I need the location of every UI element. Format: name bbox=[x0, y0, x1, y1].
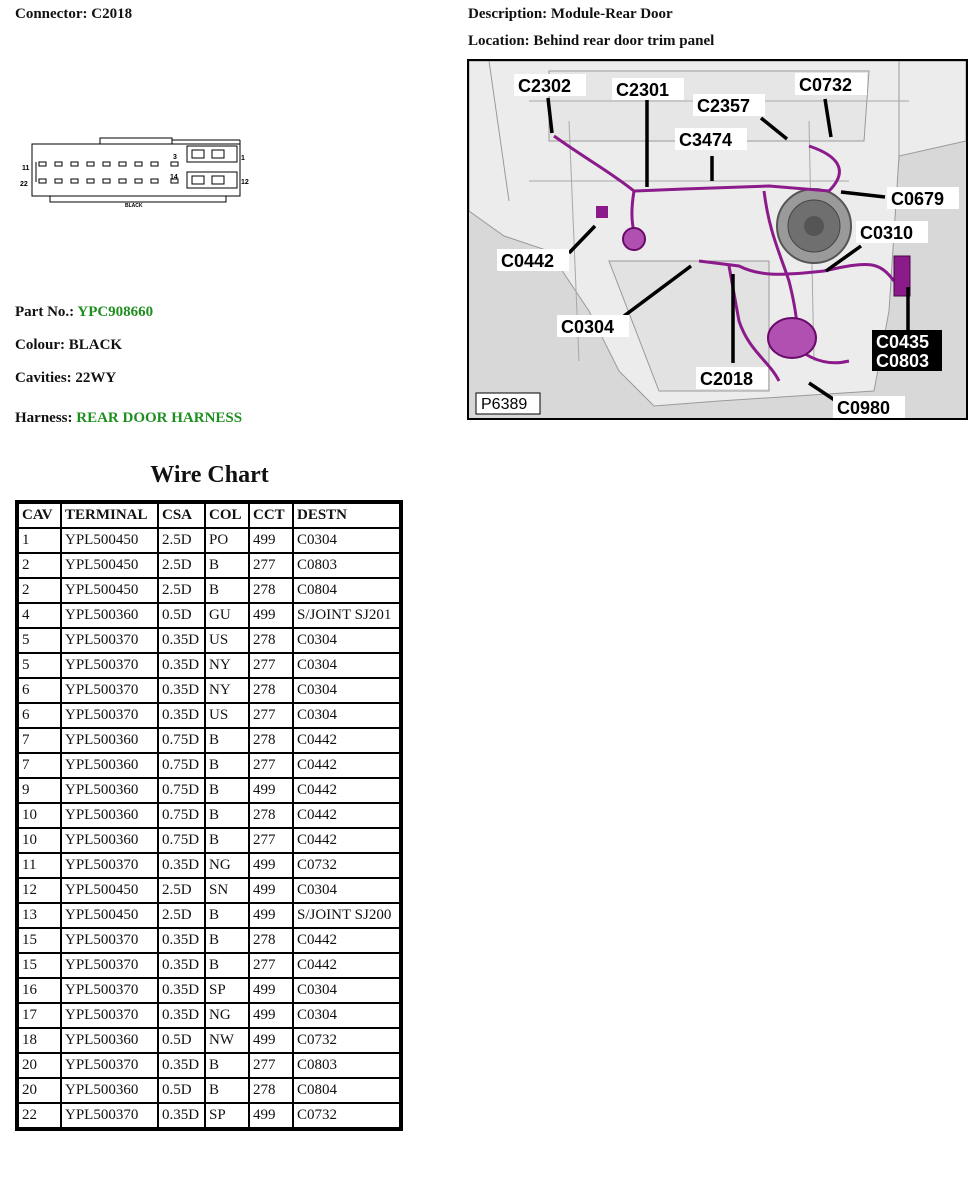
table-cell: PO bbox=[206, 529, 248, 552]
table-cell: B bbox=[206, 779, 248, 802]
connector-pins bbox=[39, 162, 178, 183]
table-cell: C0804 bbox=[294, 1079, 399, 1102]
table-cell: 0.5D bbox=[159, 604, 204, 627]
table-cell: 6 bbox=[19, 679, 60, 702]
table-cell: 278 bbox=[250, 804, 292, 827]
table-cell: 499 bbox=[250, 529, 292, 552]
table-cell: 499 bbox=[250, 604, 292, 627]
table-cell: YPL500450 bbox=[62, 904, 157, 927]
table-cell: C0304 bbox=[294, 679, 399, 702]
table-cell: 20 bbox=[19, 1054, 60, 1077]
table-row bbox=[19, 579, 399, 602]
callout-c2302: C2302 bbox=[518, 76, 572, 96]
connector-colour-caption: BLACK bbox=[125, 203, 143, 209]
table-cell: C0304 bbox=[294, 629, 399, 652]
table-cell: C0803 bbox=[294, 1054, 399, 1077]
cavities-label: Cavities: bbox=[15, 370, 72, 386]
table-cell: 278 bbox=[250, 679, 292, 702]
table-cell: B bbox=[206, 804, 248, 827]
callout-c2301: C2301 bbox=[616, 80, 670, 100]
table-cell: 277 bbox=[250, 1054, 292, 1077]
pin-label: 1 bbox=[241, 155, 245, 162]
table-cell: C0442 bbox=[294, 829, 399, 852]
table-row bbox=[19, 879, 399, 902]
table-header-row bbox=[19, 504, 399, 527]
table-cell: C0304 bbox=[294, 979, 399, 1002]
colour-value: BLACK bbox=[68, 337, 123, 353]
table-cell: YPL500450 bbox=[62, 879, 157, 902]
table-cell: YPL500360 bbox=[62, 1079, 157, 1102]
table-cell: 278 bbox=[250, 929, 292, 952]
table-cell: YPL500360 bbox=[62, 804, 157, 827]
column-header: CSA bbox=[159, 504, 204, 527]
table-cell: 2.5D bbox=[159, 554, 204, 577]
table-cell: B bbox=[206, 929, 248, 952]
table-cell: C0304 bbox=[294, 1004, 399, 1027]
table-cell: 17 bbox=[19, 1004, 60, 1027]
harness-link[interactable]: REAR DOOR HARNESS bbox=[76, 410, 243, 426]
column-header: CCT bbox=[250, 504, 292, 527]
table-cell: C0304 bbox=[294, 654, 399, 677]
table-cell: B bbox=[206, 1054, 248, 1077]
table-row bbox=[19, 779, 399, 802]
description-value: Module-Rear Door bbox=[550, 6, 673, 22]
description-label: Description: bbox=[468, 6, 548, 22]
table-cell: GU bbox=[206, 604, 248, 627]
callout-c3474: C3474 bbox=[679, 130, 733, 150]
table-cell: 16 bbox=[19, 979, 60, 1002]
table-row bbox=[19, 629, 399, 652]
table-cell: YPL500450 bbox=[62, 579, 157, 602]
table-cell: 278 bbox=[250, 579, 292, 602]
table-row bbox=[19, 829, 399, 852]
table-cell: 13 bbox=[19, 904, 60, 927]
pin-label: 12 bbox=[241, 179, 249, 186]
callout-c0435: C0435 bbox=[876, 332, 930, 352]
table-row bbox=[19, 979, 399, 1002]
table-cell: YPL500370 bbox=[62, 704, 157, 727]
table-cell: YPL500360 bbox=[62, 829, 157, 852]
table-cell: YPL500370 bbox=[62, 854, 157, 877]
connector-label: Connector: bbox=[15, 6, 88, 22]
colour-label: Colour: bbox=[15, 337, 65, 353]
table-cell: 0.75D bbox=[159, 804, 204, 827]
table-cell: 278 bbox=[250, 729, 292, 752]
table-cell: SP bbox=[206, 1104, 248, 1127]
table-cell: 2.5D bbox=[159, 579, 204, 602]
table-row bbox=[19, 604, 399, 627]
table-cell: YPL500370 bbox=[62, 979, 157, 1002]
callout-c0803: C0803 bbox=[876, 351, 930, 371]
table-cell: C0442 bbox=[294, 754, 399, 777]
table-cell: YPL500360 bbox=[62, 729, 157, 752]
table-cell: C0732 bbox=[294, 1029, 399, 1052]
table-cell: C0804 bbox=[294, 579, 399, 602]
part-number-line bbox=[15, 304, 153, 321]
table-cell: 0.75D bbox=[159, 729, 204, 752]
table-cell: B bbox=[206, 1079, 248, 1102]
table-cell: YPL500450 bbox=[62, 554, 157, 577]
table-cell: 0.75D bbox=[159, 779, 204, 802]
table-cell: YPL500370 bbox=[62, 1004, 157, 1027]
table-cell: 7 bbox=[19, 729, 60, 752]
column-header: DESTN bbox=[294, 504, 399, 527]
colour-line bbox=[15, 337, 122, 354]
table-cell: YPL500360 bbox=[62, 604, 157, 627]
connector-face-drawing bbox=[15, 132, 255, 212]
callout-c2357: C2357 bbox=[697, 96, 751, 116]
table-cell: 277 bbox=[250, 704, 292, 727]
table-cell: YPL500370 bbox=[62, 629, 157, 652]
harness-line bbox=[15, 410, 242, 427]
wire-chart-table bbox=[15, 500, 403, 1131]
table-row bbox=[19, 1004, 399, 1027]
table-cell: 277 bbox=[250, 829, 292, 852]
table-cell: C0442 bbox=[294, 929, 399, 952]
table-cell: 0.35D bbox=[159, 929, 204, 952]
column-header: CAV bbox=[19, 504, 60, 527]
table-cell: 499 bbox=[250, 1004, 292, 1027]
table-row bbox=[19, 804, 399, 827]
table-cell: 499 bbox=[250, 854, 292, 877]
table-cell: B bbox=[206, 579, 248, 602]
table-cell: US bbox=[206, 629, 248, 652]
table-cell: 0.35D bbox=[159, 854, 204, 877]
table-cell: NG bbox=[206, 854, 248, 877]
table-cell: C0304 bbox=[294, 704, 399, 727]
part-number-label: Part No.: bbox=[15, 304, 75, 320]
table-cell: 2 bbox=[19, 579, 60, 602]
table-cell: C0304 bbox=[294, 879, 399, 902]
location-diagram bbox=[467, 59, 968, 420]
table-cell: 0.5D bbox=[159, 1029, 204, 1052]
table-cell: 15 bbox=[19, 929, 60, 952]
description-heading bbox=[468, 6, 673, 23]
callout-c0304: C0304 bbox=[561, 317, 615, 337]
table-cell: 2.5D bbox=[159, 879, 204, 902]
table-cell: 2.5D bbox=[159, 904, 204, 927]
table-cell: NW bbox=[206, 1029, 248, 1052]
table-cell: NG bbox=[206, 1004, 248, 1027]
callout-c0980: C0980 bbox=[837, 398, 891, 418]
table-cell: S/JOINT SJ201 bbox=[294, 604, 399, 627]
table-cell: 499 bbox=[250, 904, 292, 927]
table-row bbox=[19, 1029, 399, 1052]
table-cell: 0.75D bbox=[159, 829, 204, 852]
table-cell: 499 bbox=[250, 1029, 292, 1052]
wire-chart-title: Wire Chart bbox=[150, 462, 269, 488]
table-cell: C0442 bbox=[294, 804, 399, 827]
table-cell: C0732 bbox=[294, 854, 399, 877]
table-cell: 5 bbox=[19, 654, 60, 677]
table-cell: 2.5D bbox=[159, 529, 204, 552]
pin-label: 11 bbox=[22, 165, 30, 172]
table-cell: 0.75D bbox=[159, 754, 204, 777]
table-cell: C0803 bbox=[294, 554, 399, 577]
table-cell: SP bbox=[206, 979, 248, 1002]
table-cell: 12 bbox=[19, 879, 60, 902]
table-row bbox=[19, 854, 399, 877]
table-cell: 0.35D bbox=[159, 979, 204, 1002]
table-cell: 1 bbox=[19, 529, 60, 552]
table-cell: 7 bbox=[19, 754, 60, 777]
callout-c0732: C0732 bbox=[799, 75, 853, 95]
table-cell: C0304 bbox=[294, 529, 399, 552]
table-cell: 0.35D bbox=[159, 1004, 204, 1027]
pin-label: 3 bbox=[173, 154, 177, 161]
table-row bbox=[19, 679, 399, 702]
table-cell: 5 bbox=[19, 629, 60, 652]
location-heading bbox=[468, 33, 714, 50]
table-row bbox=[19, 704, 399, 727]
table-cell: YPL500370 bbox=[62, 679, 157, 702]
table-cell: YPL500370 bbox=[62, 1104, 157, 1127]
table-cell: NY bbox=[206, 654, 248, 677]
connector-latch bbox=[100, 138, 172, 144]
table-cell: 0.5D bbox=[159, 1079, 204, 1102]
table-cell: 278 bbox=[250, 1079, 292, 1102]
column-header: TERMINAL bbox=[62, 504, 157, 527]
table-cell: 499 bbox=[250, 979, 292, 1002]
table-cell: 277 bbox=[250, 554, 292, 577]
table-row bbox=[19, 904, 399, 927]
table-cell: B bbox=[206, 954, 248, 977]
table-cell: 0.35D bbox=[159, 629, 204, 652]
table-cell: 0.35D bbox=[159, 679, 204, 702]
table-cell: S/JOINT SJ200 bbox=[294, 904, 399, 927]
table-cell: 11 bbox=[19, 854, 60, 877]
table-cell: 6 bbox=[19, 704, 60, 727]
table-row bbox=[19, 1054, 399, 1077]
table-cell: 4 bbox=[19, 604, 60, 627]
table-cell: 10 bbox=[19, 804, 60, 827]
harness-label: Harness: bbox=[15, 410, 73, 426]
cavities-line bbox=[15, 370, 116, 387]
table-row bbox=[19, 729, 399, 752]
table-cell: 10 bbox=[19, 829, 60, 852]
pin-label: 14 bbox=[170, 174, 178, 181]
table-cell: YPL500360 bbox=[62, 1029, 157, 1052]
pin-label: 22 bbox=[20, 181, 28, 188]
table-cell: 0.35D bbox=[159, 654, 204, 677]
table-cell: 0.35D bbox=[159, 954, 204, 977]
table-row bbox=[19, 654, 399, 677]
table-row bbox=[19, 754, 399, 777]
callout-c0679: C0679 bbox=[891, 189, 945, 209]
table-cell: YPL500360 bbox=[62, 779, 157, 802]
table-cell: 18 bbox=[19, 1029, 60, 1052]
connector-heading bbox=[15, 6, 132, 23]
table-cell: 15 bbox=[19, 954, 60, 977]
table-row bbox=[19, 929, 399, 952]
table-cell: 277 bbox=[250, 954, 292, 977]
table-cell: 0.35D bbox=[159, 1104, 204, 1127]
table-cell: 277 bbox=[250, 654, 292, 677]
table-cell: YPL500360 bbox=[62, 754, 157, 777]
table-cell: 9 bbox=[19, 779, 60, 802]
table-cell: C0732 bbox=[294, 1104, 399, 1127]
table-cell: B bbox=[206, 904, 248, 927]
location-label: Location: bbox=[468, 33, 530, 49]
callout-c0442: C0442 bbox=[501, 251, 555, 271]
callout-c0310: C0310 bbox=[860, 223, 914, 243]
table-cell: B bbox=[206, 729, 248, 752]
table-cell: 0.35D bbox=[159, 1054, 204, 1077]
table-cell: C0442 bbox=[294, 729, 399, 752]
table-row bbox=[19, 554, 399, 577]
table-cell: B bbox=[206, 754, 248, 777]
table-cell: C0442 bbox=[294, 954, 399, 977]
figure-id: P6389 bbox=[481, 396, 528, 413]
wire-chart-body bbox=[19, 529, 399, 1127]
table-cell: YPL500370 bbox=[62, 654, 157, 677]
table-row bbox=[19, 954, 399, 977]
table-cell: 499 bbox=[250, 1104, 292, 1127]
table-cell: C0442 bbox=[294, 779, 399, 802]
cavities-value: 22WY bbox=[75, 370, 117, 386]
table-cell: 499 bbox=[250, 779, 292, 802]
table-cell: SN bbox=[206, 879, 248, 902]
table-cell: 2 bbox=[19, 554, 60, 577]
table-cell: B bbox=[206, 829, 248, 852]
callout-c2018: C2018 bbox=[700, 369, 754, 389]
table-cell: YPL500370 bbox=[62, 954, 157, 977]
table-row bbox=[19, 529, 399, 552]
table-cell: YPL500450 bbox=[62, 529, 157, 552]
table-cell: 499 bbox=[250, 879, 292, 902]
connector-value: C2018 bbox=[91, 6, 133, 22]
table-cell: US bbox=[206, 704, 248, 727]
table-cell: B bbox=[206, 554, 248, 577]
table-cell: 278 bbox=[250, 629, 292, 652]
part-number-link[interactable]: YPC908660 bbox=[77, 304, 154, 320]
table-cell: 0.35D bbox=[159, 704, 204, 727]
table-cell: 20 bbox=[19, 1079, 60, 1102]
table-cell: 277 bbox=[250, 754, 292, 777]
table-cell: NY bbox=[206, 679, 248, 702]
table-cell: 22 bbox=[19, 1104, 60, 1127]
column-header: COL bbox=[206, 504, 248, 527]
location-value: Behind rear door trim panel bbox=[533, 33, 715, 49]
table-row bbox=[19, 1079, 399, 1102]
table-cell: YPL500370 bbox=[62, 929, 157, 952]
table-row bbox=[19, 1104, 399, 1127]
table-cell: YPL500370 bbox=[62, 1054, 157, 1077]
